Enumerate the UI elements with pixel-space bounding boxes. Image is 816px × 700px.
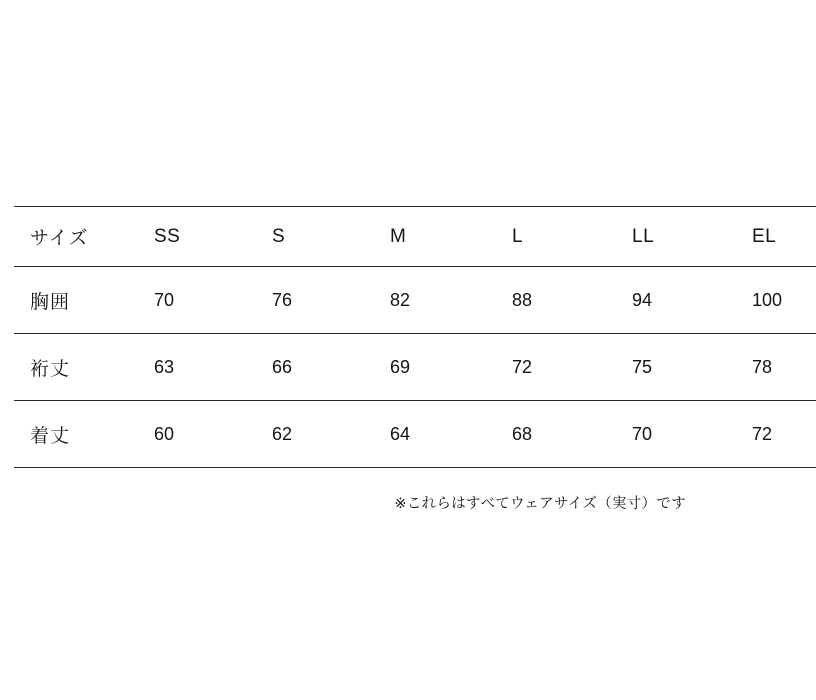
row-label-sleeve: 裄丈: [14, 334, 138, 401]
row-label-chest: 胸囲: [14, 267, 138, 334]
cell-length-el: 72: [732, 401, 816, 468]
cell-length-l: 68: [490, 401, 612, 468]
cell-sleeve-ss: 63: [138, 334, 254, 401]
cell-chest-ss: 70: [138, 267, 254, 334]
cell-length-ss: 60: [138, 401, 254, 468]
row-label-length: 着丈: [14, 401, 138, 468]
table-row: [14, 334, 816, 401]
cell-sleeve-s: 66: [254, 334, 372, 401]
cell-sleeve-m: 69: [372, 334, 490, 401]
cell-chest-l: 88: [490, 267, 612, 334]
header-size-label: サイズ: [14, 207, 138, 267]
cell-chest-s: 76: [254, 267, 372, 334]
header-size-m: M: [372, 207, 490, 267]
cell-length-s: 62: [254, 401, 372, 468]
header-size-el: EL: [732, 207, 816, 267]
cell-sleeve-l: 72: [490, 334, 612, 401]
header-size-ss: SS: [138, 207, 254, 267]
header-size-s: S: [254, 207, 372, 267]
cell-sleeve-ll: 75: [612, 334, 732, 401]
table-header-row: [14, 207, 816, 267]
cell-chest-m: 82: [372, 267, 490, 334]
cell-chest-el: 100: [732, 267, 816, 334]
header-size-l: L: [490, 207, 612, 267]
size-table: [14, 206, 816, 468]
size-note: ※これらはすべてウェアサイズ（実寸）です: [394, 496, 686, 512]
cell-length-ll: 70: [612, 401, 732, 468]
cell-length-m: 64: [372, 401, 490, 468]
cell-sleeve-el: 78: [732, 334, 816, 401]
table-row: [14, 267, 816, 334]
header-size-ll: LL: [612, 207, 732, 267]
table-row: [14, 401, 816, 468]
cell-chest-ll: 94: [612, 267, 732, 334]
size-table-container: [14, 206, 783, 468]
